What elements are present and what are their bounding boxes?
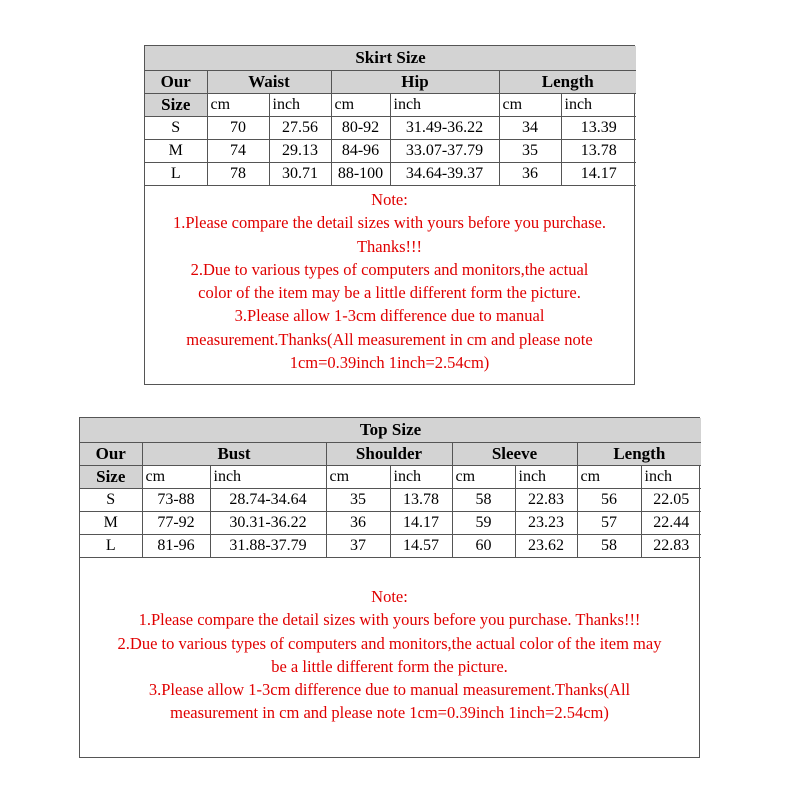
table-cell: 14.17 — [561, 163, 636, 186]
skirt-size-chart — [144, 45, 635, 385]
unit-label: inch — [390, 94, 499, 117]
table-cell: 29.13 — [269, 140, 331, 163]
table-cell: 77-92 — [142, 512, 210, 535]
table-cell: 35 — [326, 489, 390, 512]
table-cell: 81-96 — [142, 535, 210, 558]
table-cell: 57 — [577, 512, 641, 535]
unit-label: cm — [326, 466, 390, 489]
hip-header: Hip — [331, 71, 499, 94]
table-cell: 30.31-36.22 — [210, 512, 326, 535]
table-cell: 36 — [499, 163, 561, 186]
table-cell: 31.49-36.22 — [390, 117, 499, 140]
shoulder-header: Shoulder — [326, 443, 452, 466]
table-cell: 34 — [499, 117, 561, 140]
table-cell: 22.83 — [641, 535, 701, 558]
unit-label: inch — [515, 466, 577, 489]
size-cell: M — [145, 140, 207, 163]
top-size-table — [80, 418, 701, 558]
note-line: Note: — [371, 587, 408, 606]
table-row — [80, 512, 701, 535]
table-cell: 37 — [326, 535, 390, 558]
unit-label: cm — [207, 94, 269, 117]
table-cell: 56 — [577, 489, 641, 512]
unit-label: inch — [561, 94, 636, 117]
table-cell: 34.64-39.37 — [390, 163, 499, 186]
table-row — [145, 140, 636, 163]
table-cell: 73-88 — [142, 489, 210, 512]
length-header: Length — [499, 71, 636, 94]
size-cell: S — [145, 117, 207, 140]
top-note — [80, 558, 699, 725]
table-row — [80, 535, 701, 558]
unit-label: inch — [390, 466, 452, 489]
top-size-chart — [79, 417, 700, 758]
note-line: 3.Please allow 1-3cm difference due to manual measurement.Thanks(All — [148, 680, 631, 700]
unit-label: cm — [452, 466, 515, 489]
note-line: 2.Due to various types of computers and monitors,the actual — [190, 259, 589, 279]
table-cell: 33.07-37.79 — [390, 140, 499, 163]
skirt-size-table — [145, 46, 636, 186]
table-cell: 35 — [499, 140, 561, 163]
table-cell: 14.57 — [390, 535, 452, 558]
table-row — [145, 163, 636, 186]
top-table-title: Top Size — [80, 418, 701, 443]
table-row — [145, 117, 636, 140]
table-cell: 14.17 — [390, 512, 452, 535]
unit-label: cm — [577, 466, 641, 489]
waist-header: Waist — [207, 71, 331, 94]
table-cell: 30.71 — [269, 163, 331, 186]
table-cell: 23.23 — [515, 512, 577, 535]
note-line: color of the item may be a little different form the picture. — [198, 283, 581, 303]
note-line: 1.Please compare the detail sizes with yours before you purchase. — [173, 213, 606, 233]
table-cell: 84-96 — [331, 140, 390, 163]
table-cell: 59 — [452, 512, 515, 535]
note-line: measurement.Thanks(All measurement in cm and please note — [186, 329, 593, 349]
note-line: 2.Due to various types of computers and monitors,the actual color of the item may — [117, 633, 662, 653]
bust-header: Bust — [142, 443, 326, 466]
skirt-table-title: Skirt Size — [145, 46, 636, 71]
table-cell: 60 — [452, 535, 515, 558]
size-cell: L — [80, 535, 142, 558]
our-size-header: Our — [145, 71, 207, 94]
table-cell: 28.74-34.64 — [210, 489, 326, 512]
unit-label: cm — [331, 94, 390, 117]
table-cell: 13.78 — [390, 489, 452, 512]
note-line: Note: — [371, 190, 408, 209]
note-line: be a little different form the picture. — [271, 656, 508, 676]
table-cell: 27.56 — [269, 117, 331, 140]
note-line: 1.Please compare the detail sizes with yours before you purchase. Thanks!!! — [138, 610, 641, 630]
table-cell: 58 — [452, 489, 515, 512]
note-line: measurement in cm and please note 1cm=0.39inch 1inch=2.54cm) — [170, 703, 609, 723]
table-cell: 31.88-37.79 — [210, 535, 326, 558]
table-cell: 58 — [577, 535, 641, 558]
size-cell: M — [80, 512, 142, 535]
size-cell: S — [80, 489, 142, 512]
unit-label: inch — [269, 94, 331, 117]
note-line: 1cm=0.39inch 1inch=2.54cm) — [289, 353, 490, 373]
our-size-header-line2: Size — [145, 94, 207, 117]
table-cell: 80-92 — [331, 117, 390, 140]
size-cell: L — [145, 163, 207, 186]
table-cell: 74 — [207, 140, 269, 163]
unit-label: cm — [142, 466, 210, 489]
unit-label: inch — [210, 466, 326, 489]
table-cell: 78 — [207, 163, 269, 186]
note-line: Thanks!!! — [356, 236, 423, 256]
our-size-header-line2: Size — [80, 466, 142, 489]
table-cell: 22.44 — [641, 512, 701, 535]
table-cell: 88-100 — [331, 163, 390, 186]
table-cell: 13.78 — [561, 140, 636, 163]
table-cell: 13.39 — [561, 117, 636, 140]
table-cell: 36 — [326, 512, 390, 535]
sleeve-header: Sleeve — [452, 443, 577, 466]
length-header: Length — [577, 443, 701, 466]
table-cell: 23.62 — [515, 535, 577, 558]
skirt-note — [145, 186, 634, 374]
note-line: 3.Please allow 1-3cm difference due to manual — [234, 306, 545, 326]
table-cell: 22.05 — [641, 489, 701, 512]
unit-label: inch — [641, 466, 701, 489]
unit-label: cm — [499, 94, 561, 117]
table-row — [80, 489, 701, 512]
our-size-header: Our — [80, 443, 142, 466]
table-cell: 70 — [207, 117, 269, 140]
table-cell: 22.83 — [515, 489, 577, 512]
